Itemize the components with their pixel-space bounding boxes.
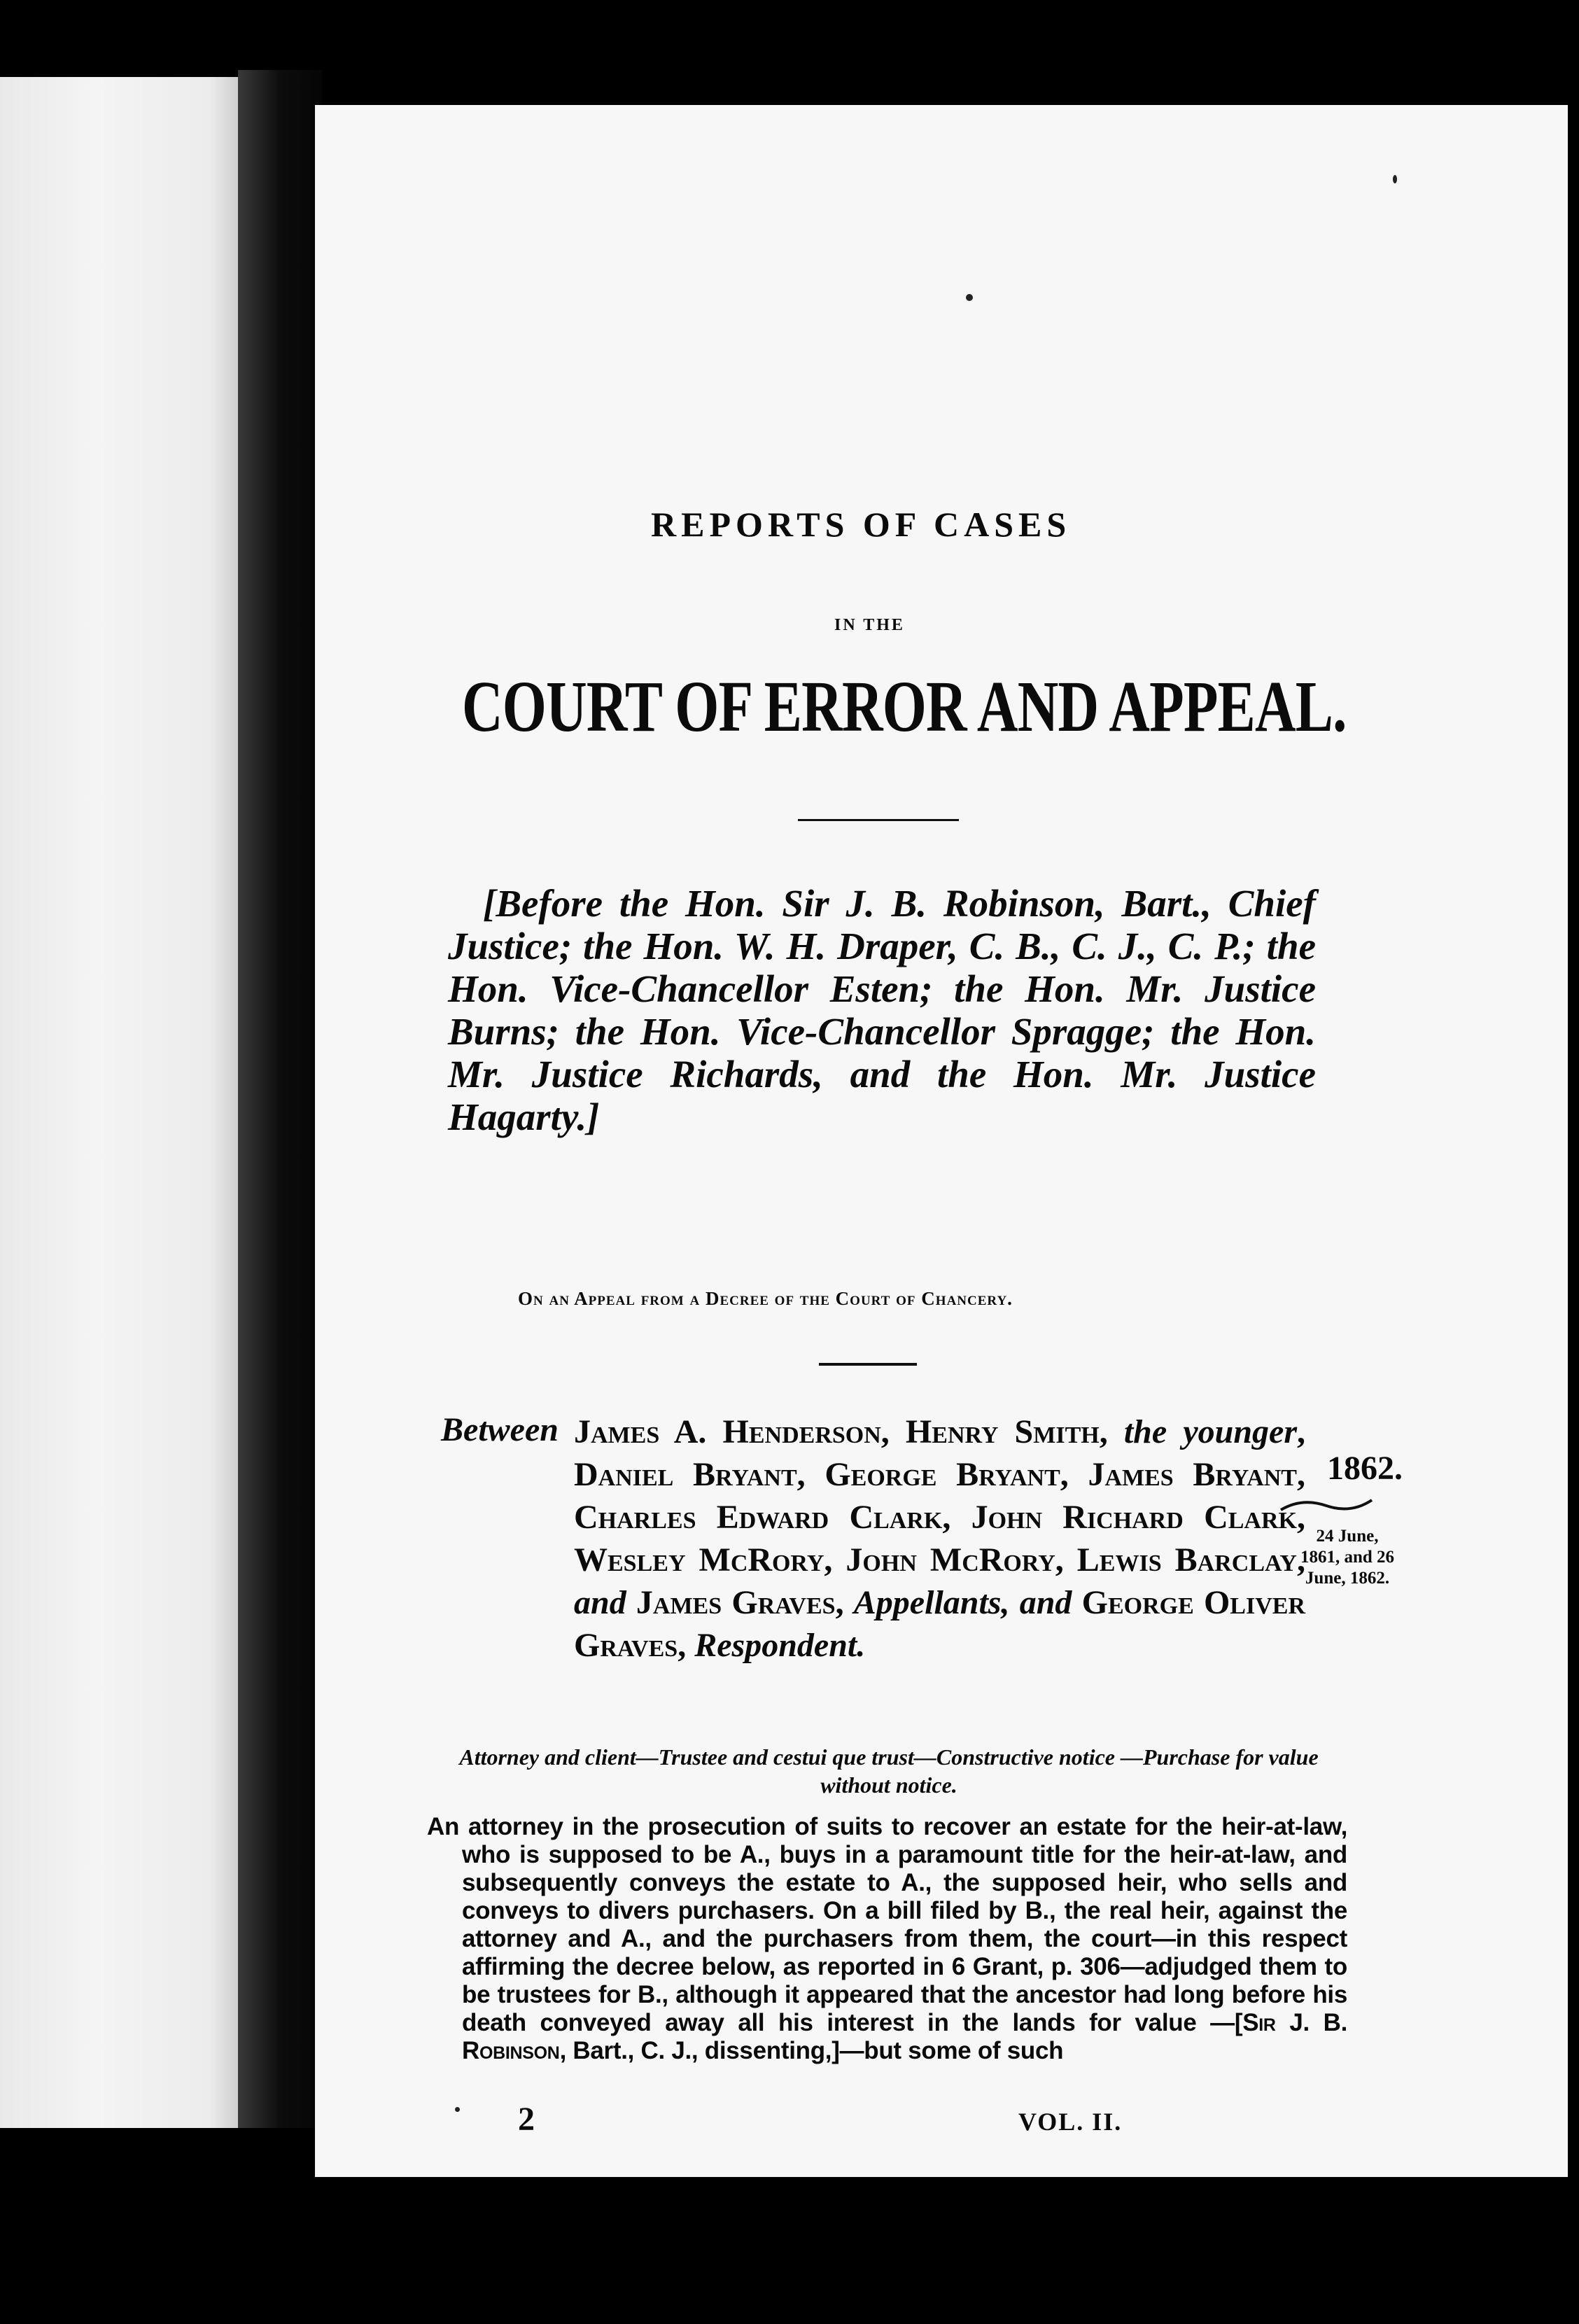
- parties-text: Respondent.: [694, 1627, 866, 1664]
- ink-speck: [966, 294, 973, 301]
- margin-year: 1862.: [1327, 1450, 1403, 1487]
- parties-text: the younger: [1123, 1413, 1297, 1450]
- section-rule: [819, 1363, 917, 1366]
- margin-dates: [1277, 1526, 1417, 1589]
- court-title: COURT OF ERROR AND APPEAL.: [462, 666, 1347, 747]
- parties-text: and: [574, 1584, 626, 1621]
- signature-mark: 2: [518, 2101, 535, 2138]
- headnote: Attorney and client—Trustee and cestui que trust—Constructive notice —Purchase for value without notice.: [459, 1744, 1319, 1798]
- parties-list: [574, 1410, 1305, 1667]
- margin-date-line: June, 1862.: [1305, 1569, 1390, 1588]
- facing-page: [0, 77, 238, 2128]
- volume-label: VOL. II.: [1018, 2108, 1123, 2136]
- bench-paragraph: [448, 882, 1316, 1138]
- title-rule: [798, 819, 959, 821]
- swash-ornament: [1277, 1494, 1375, 1516]
- document-page: [315, 105, 1568, 2177]
- book-gutter: [238, 70, 322, 2128]
- margin-date-line: 24 June,: [1316, 1527, 1379, 1546]
- judge-name: Sir J. B. Robinson: [462, 2009, 1347, 2064]
- reports-heading: REPORTS OF CASES: [651, 505, 1072, 544]
- ink-speck: [1393, 175, 1397, 183]
- margin-date-line: 1861, and 26: [1300, 1548, 1395, 1567]
- syllabus-text: An attorney in the prosecution of suits to recover an estate for the heir-at-law, who is supposed to be A., buys in a paramount title for the heir-at-law, and subsequently conveys the estate to A., the supposed heir, who sells and conveys to divers purchasers. On a bill filed by B., the real heir, against the attorney and A., and the purchasers from them, the court—in this respect affirming the decree below, as reported in 6 Grant, p. 306—adjudged them to be trustees for B., although it appeared that the ancestor had long before his death conveyed away all his interest in the lands for value —[: [427, 1813, 1347, 2036]
- syllabus-paragraph: [427, 1813, 1347, 2065]
- appeal-line: On an Appeal from a Decree of the Court of Chancery.: [518, 1288, 1013, 1309]
- between-label: Between: [441, 1411, 559, 1448]
- parties-text: James A. Henderson, Henry Smith,: [574, 1413, 1124, 1450]
- bench-text: [Before the Hon. Sir J. B. Robinson, Bart., Chief Justice; the Hon. W. H. Draper, C. B., C. J., C. P.; the Hon. Vice-Chancellor Esten; the Hon. Mr. Justice Burns; the Hon. Vice-Chancellor Spragge; the Hon. Mr. Justice Richards, and the Hon. Mr. Justice Hagarty.]: [448, 882, 1316, 1138]
- parties-text: Appellants, and: [853, 1584, 1072, 1621]
- ink-speck: [455, 2107, 460, 2112]
- parties-text: , Daniel Bryant, George Bryant, James Bryant, Charles Edward Clark, John Richard Clark, Wesley McRory, John McRory, Lewis Barclay,: [574, 1413, 1305, 1578]
- in-the-heading: IN THE: [834, 616, 905, 634]
- syllabus-text: , Bart., C. J., dissenting,]—but some of such: [559, 2037, 1064, 2064]
- parties-text: George Oliver Graves,: [574, 1584, 1306, 1664]
- parties-text: James Graves,: [626, 1584, 854, 1621]
